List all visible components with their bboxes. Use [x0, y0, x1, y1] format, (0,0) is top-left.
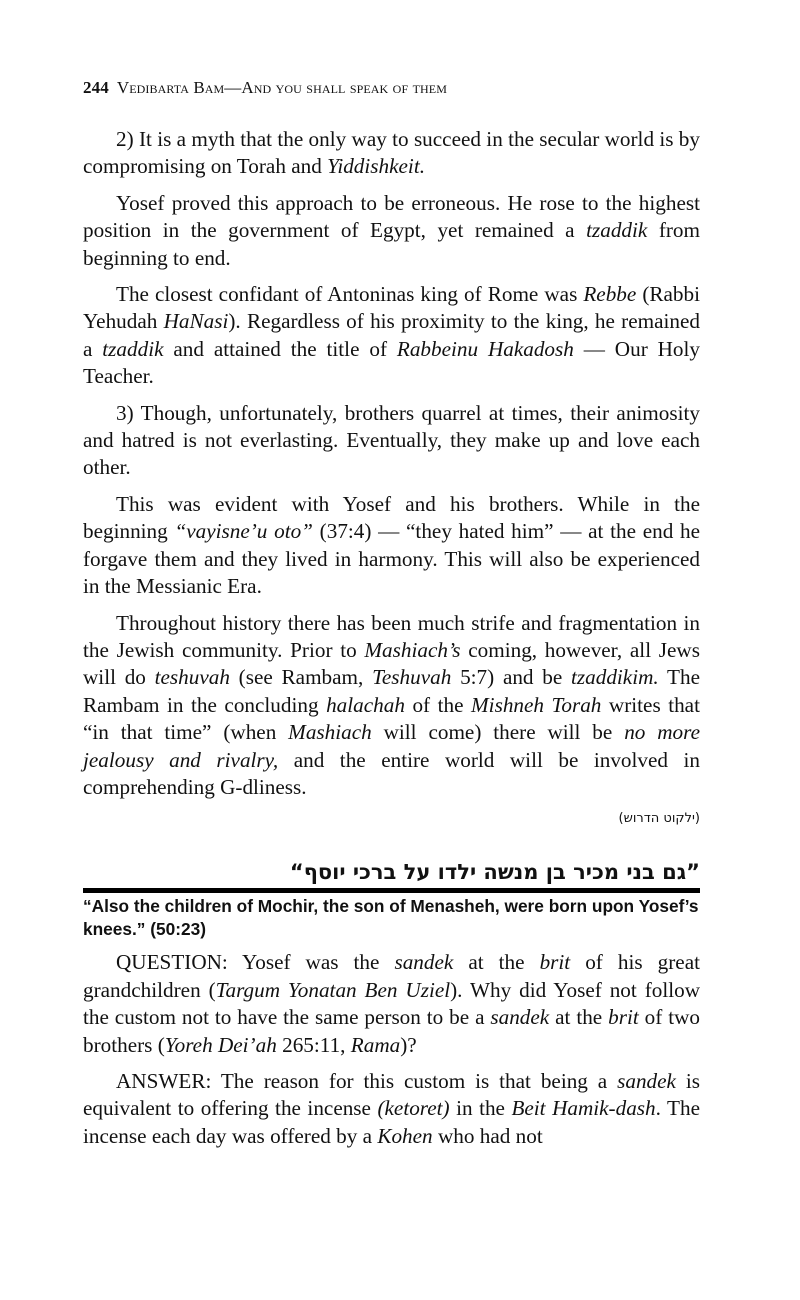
italic-run: Mashiach	[288, 720, 372, 745]
paragraph	[83, 400, 700, 482]
text-run: ANSWER: The reason for this custom is that being a	[116, 1068, 618, 1093]
text-run: 2) It is a myth that the only way to succeed in the secular world is by compromising on Torah and	[83, 127, 700, 179]
italic-run: Yiddishkeit.	[327, 154, 425, 179]
text-run: Throughout history there has been much strife and fragmentation in the Jewish community. Prior to	[83, 610, 700, 662]
italic-run: sandek	[617, 1068, 676, 1093]
paragraph	[83, 126, 700, 181]
italic-run: Mishneh Torah	[471, 692, 602, 717]
running-head	[83, 74, 700, 102]
text-run: )?	[400, 1032, 417, 1057]
italic-run: HaNasi	[163, 309, 229, 334]
italic-run: Yoreh Dei’ah	[164, 1032, 277, 1057]
question-paragraph	[83, 949, 700, 1059]
text-run: writes that “in that time” (when	[83, 692, 700, 745]
text-run: The Rambam in the concluding	[83, 665, 700, 717]
source-citation: (ילקוט הדרוש)	[618, 811, 700, 827]
text-run: ). Why did Yosef not follow the custom not to have the same person to be a	[83, 977, 701, 1030]
text-run: 3) Though, unfortunately, brothers quarrel at times, their animosity and hatred is not everlasting. Eventually, they make up and love each other.	[83, 400, 700, 480]
paragraph	[83, 491, 700, 601]
body-text	[83, 126, 700, 801]
italic-run: sandek	[394, 950, 454, 975]
italic-run: “vayisne’u oto”	[174, 519, 313, 544]
text-run: — Our Holy Teacher.	[83, 336, 701, 389]
italic-run: no more jealousy and rivalry,	[83, 720, 701, 772]
text-run: 5:7) and be	[451, 665, 571, 690]
text-run: who had not	[432, 1123, 543, 1148]
italic-run: Mashiach’s	[364, 637, 461, 662]
book-page	[83, 74, 700, 1159]
italic-run: Rabbeinu Hakadosh	[396, 336, 574, 361]
text-run: coming, however, all Jews will do	[83, 637, 700, 690]
text-run: (see Rambam,	[229, 665, 373, 690]
italic-run: tzaddik	[102, 336, 164, 361]
italic-run: Beit Hamik-dash	[511, 1096, 656, 1121]
italic-run: tzaddikim.	[571, 665, 659, 690]
heading-rule	[83, 888, 700, 893]
italic-run: brit	[539, 950, 571, 975]
text-run: in the	[449, 1096, 512, 1121]
text-run: and the entire world will be involved in comprehending G-dliness.	[83, 747, 700, 799]
text-run: (37:4) — “they hated him” — at the end he forgave them and they lived in harmony. This will also be experienced in the Messianic Era.	[83, 519, 700, 599]
text-run: will come) there will be	[371, 720, 625, 745]
text-run: from beginning to end.	[83, 218, 701, 270]
text-run: This was evident with Yosef and his brothers. While in the beginning	[83, 491, 700, 544]
italic-run: Targum Yonatan Ben Uziel	[215, 977, 451, 1002]
text-run: QUESTION: Yosef was the	[116, 950, 395, 975]
book-title: Vedibarta Bam—And you shall speak of them	[116, 78, 447, 97]
text-run: at the	[453, 950, 540, 975]
text-run: of two brothers (	[83, 1005, 700, 1057]
section-body	[83, 949, 700, 1150]
paragraph	[83, 190, 700, 272]
english-verse-heading: “Also the children of Mochir, the son of Menasheh, were born upon Yosef’s knees.” (50:23)	[83, 896, 699, 940]
text-run: at the	[549, 1005, 609, 1030]
italic-run: Kohen	[377, 1123, 433, 1148]
italic-run: halachah	[326, 692, 405, 717]
text-run: The closest confidant of Antoninas king of Rome was	[116, 282, 584, 307]
paragraph	[83, 610, 700, 802]
text-run: ). Regardless of his proximity to the king, he remained a	[83, 309, 700, 361]
italic-run: Rama	[350, 1032, 401, 1057]
text-run: and attained the title of	[163, 336, 397, 361]
text-run: of the	[404, 692, 472, 717]
text-run: (Rabbi Yehudah	[83, 282, 700, 334]
italic-run: Rebbe	[583, 282, 637, 307]
text-run: . The incense each day was offered by a	[83, 1096, 700, 1148]
italic-run: brit	[608, 1005, 639, 1030]
italic-run: teshuvah	[154, 665, 230, 690]
text-run: of his great grandchildren (	[83, 950, 700, 1002]
text-run: Yosef proved this approach to be erroneous. He rose to the highest position in the government of Egypt, yet remained a	[83, 190, 700, 243]
italic-run: Teshuvah	[372, 665, 452, 690]
page-number: 244	[83, 78, 109, 97]
paragraph	[83, 281, 700, 391]
answer-paragraph	[83, 1068, 700, 1150]
text-run: is equivalent to offering the incense	[83, 1068, 700, 1121]
italic-run: (ketoret)	[377, 1096, 450, 1121]
italic-run: tzaddik	[586, 218, 648, 243]
text-run: 265:11,	[276, 1032, 351, 1057]
hebrew-verse-heading: ”גם בני מכיר בן מנשה ילדו על ברכי יוסף“	[289, 860, 700, 885]
italic-run: sandek	[490, 1005, 550, 1030]
